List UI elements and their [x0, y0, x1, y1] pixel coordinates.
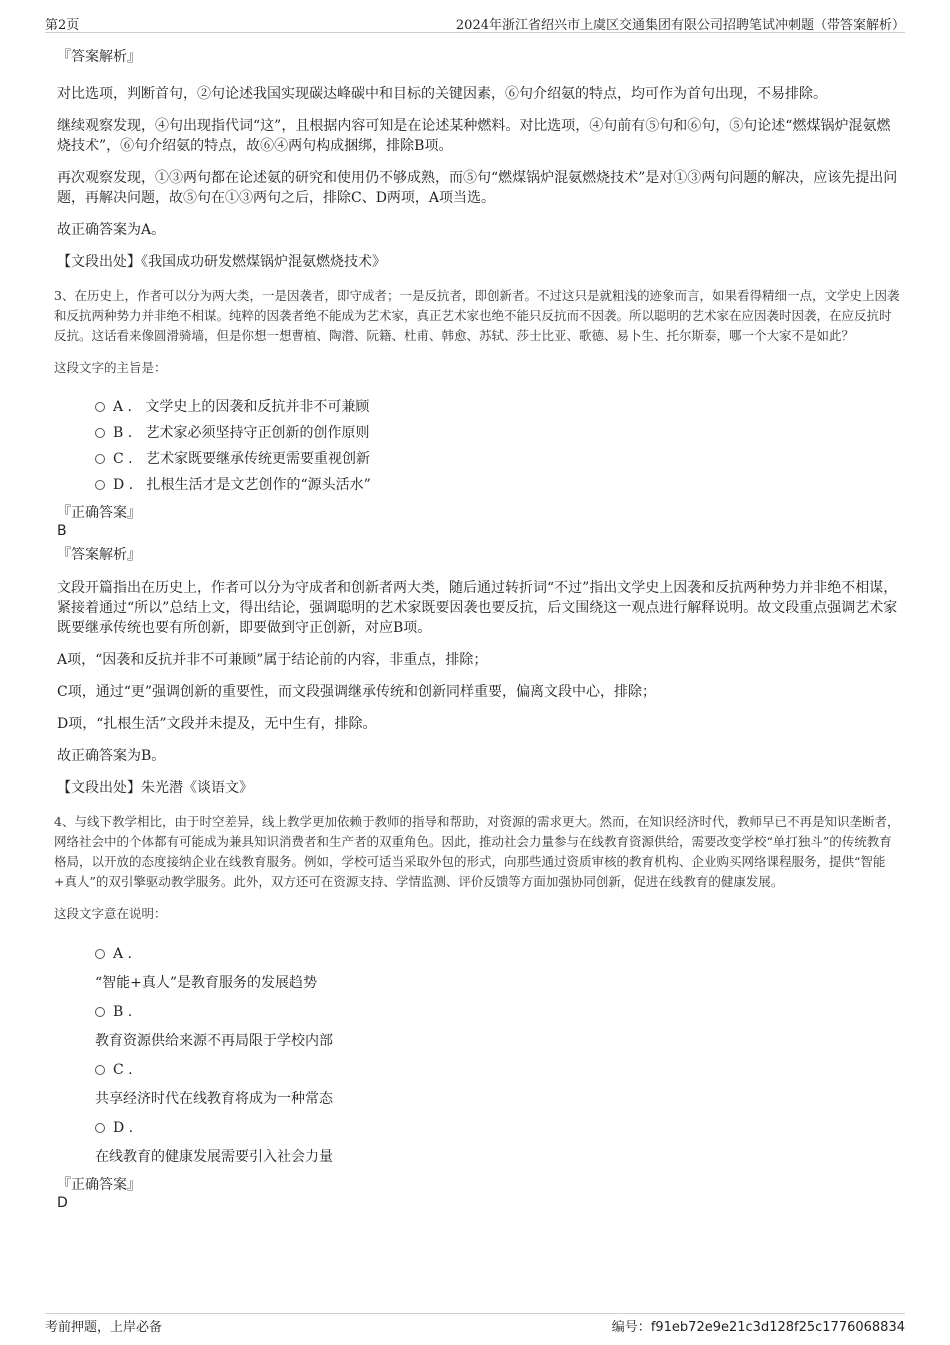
q3-option-b[interactable]	[95, 420, 902, 446]
radio-icon[interactable]	[95, 1007, 105, 1017]
option-text: 扎根生活才是文艺创作的“源头活水”	[146, 477, 371, 493]
option-text: 共享经济时代在线教育将成为一种常态	[95, 1091, 333, 1107]
page-number: 第2页	[45, 18, 80, 33]
q4-option-b[interactable]	[95, 998, 902, 1056]
option-text: “智能+真人”是教育服务的发展趋势	[95, 975, 318, 991]
radio-icon[interactable]	[95, 428, 105, 438]
q4-correct-answer: D	[57, 1195, 68, 1211]
radio-icon[interactable]	[95, 1065, 105, 1075]
radio-icon[interactable]	[95, 1123, 105, 1133]
q3-source: 【文段出处】朱光潜《谈语文》	[57, 780, 253, 796]
q3-analysis-para-2: A项，“因袭和反抗并非不可兼顾”属于结论前的内容，非重点，排除；	[57, 652, 488, 668]
radio-icon[interactable]	[95, 949, 105, 959]
option-letter: C .	[113, 451, 133, 467]
q3-analysis-para-3: C项，通过“更”强调创新的重要性，而文段强调继承传统和创新同样重要，偏离文段中心，排除；	[57, 684, 657, 700]
q2-analysis-label: 『答案解析』	[57, 49, 141, 65]
option-text: 在线教育的健康发展需要引入社会力量	[95, 1149, 333, 1165]
q2-analysis-para-1: 对比选项，判断首句，②句论述我国实现碳达峰碳中和目标的关键因素，⑥句介绍氨的特点，均可作为首句出现，不易排除。	[57, 86, 827, 102]
q3-analysis-label: 『答案解析』	[57, 547, 141, 563]
option-text: 文学史上的因袭和反抗并非不可兼顾	[145, 399, 370, 415]
q4-option-c[interactable]	[95, 1056, 902, 1114]
q4-option-d[interactable]	[95, 1114, 902, 1172]
q2-source: 【文段出处】《我国成功研发燃煤锅炉混氨燃烧技术》	[57, 254, 386, 270]
q3-option-c[interactable]	[95, 446, 902, 472]
code-value: f91eb72e9e21c3d128f25c1776068834	[650, 1320, 905, 1335]
q3-option-d[interactable]	[95, 472, 902, 498]
q3-question-text: 3、在历史上，作者可以分为两大类，一是因袭者，即守成者；一是反抗者，即创新者。不过这只是就粗浅的迹象而言，如果看得精细一点，文学史上因袭和反抗两种势力并非绝不相谋。纯粹的因袭者绝不能成为艺术家，真正艺术家也绝不能只反抗而不因袭。所以聪明的艺术家在应因袭时因袭，在应反抗时反抗。这话看来像圆滑骑墙，但是你想一想曹植、陶潜、阮籍、杜甫、韩愈、苏轼、莎士比亚、歌德、易卜生、托尔斯泰，哪一个大家不是如此？	[54, 288, 900, 343]
option-text: 教育资源供给来源不再局限于学校内部	[95, 1033, 333, 1049]
option-letter: B .	[113, 425, 133, 441]
q4-question-text: 4、与线下教学相比，由于时空差异，线上教学更加依赖于教师的指导和帮助，对资源的需求更大。然而，在知识经济时代，教师早已不再是知识垄断者，网络社会中的个体都有可能成为兼具知识消费者和生产者的双重角色。因此，推动社会力量参与在线教育资源供给，需要改变学校“单打独斗”的传统教育格局，以开放的态度接纳企业在线教育服务。例如，学校可适当采取外包的形式，向那些通过资质审核的教育机构、企业购买网络课程服务，提供“智能+真人”的双引擎驱动教学服务。此外，双方还可在资源支持、学情监测、评价反馈等方面加强协同创新，促进在线教育的健康发展。	[54, 814, 900, 889]
page-footer	[45, 1313, 905, 1334]
option-text: 艺术家必须坚持守正创新的创作原则	[145, 425, 370, 441]
q3-conclusion: 故正确答案为B。	[57, 748, 166, 764]
option-text: 艺术家既要继承传统更需要重视创新	[145, 451, 370, 467]
q2-analysis-para-2: 继续观察发现，④句出现指代词“这”，且根据内容可知是在论述某种燃料。对比选项，④句前有⑤句和⑥句，⑤句论述“燃煤锅炉混氨燃烧技术”，⑥句介绍氨的特点，故⑥④两句构成捆绑，排除B项。	[57, 118, 891, 154]
option-letter: C .	[113, 1062, 133, 1078]
q3-correct-answer: B	[57, 523, 67, 539]
page-content	[54, 40, 902, 1216]
radio-icon[interactable]	[95, 480, 105, 490]
radio-icon[interactable]	[95, 402, 105, 412]
option-letter: D .	[113, 477, 134, 493]
q3-analysis-para-1: 文段开篇指出在历史上，作者可以分为守成者和创新者两大类，随后通过转折词“不过”指出文学史上因袭和反抗两种势力并非绝不相谋，紧接着通过“所以”总结上文，得出结论，强调聪明的艺术家既要因袭也要反抗，后文围绕这一观点进行解释说明。故文段重点强调艺术家既要继承传统也要有所创新，即要做到守正创新，对应B项。	[57, 580, 898, 636]
option-letter: A .	[113, 946, 133, 962]
q4-prompt: 这段文字意在说明：	[54, 906, 167, 921]
q3-analysis-para-4: D项，“扎根生活”文段并未提及，无中生有，排除。	[57, 716, 377, 732]
option-letter: A .	[113, 399, 133, 415]
q4-correct-label: 『正确答案』	[57, 1177, 141, 1193]
document-code	[612, 1316, 905, 1335]
q3-prompt: 这段文字的主旨是：	[54, 360, 167, 375]
q3-correct-label: 『正确答案』	[57, 505, 141, 521]
q3-option-a[interactable]	[95, 394, 902, 420]
code-label: 编号：	[611, 1320, 651, 1335]
option-letter: B .	[113, 1004, 133, 1020]
footer-slogan: 考前押题，上岸必备	[45, 1320, 163, 1335]
radio-icon[interactable]	[95, 454, 105, 464]
option-letter: D .	[113, 1120, 134, 1136]
q4-option-a[interactable]	[95, 940, 902, 998]
document-title: 2024年浙江省绍兴市上虞区交通集团有限公司招聘笔试冲刺题（带答案解析）	[455, 18, 905, 33]
q2-analysis-para-3: 再次观察发现，①③两句都在论述氨的研究和使用仍不够成熟，而⑤句“燃煤锅炉混氨燃烧技术”是对①③两句问题的解决，应该先提出问题，再解决问题，故⑤句在①③两句之后，排除C、D两项，A项当选。	[57, 170, 898, 206]
q2-conclusion: 故正确答案为A。	[57, 222, 166, 238]
page-header	[45, 14, 905, 33]
